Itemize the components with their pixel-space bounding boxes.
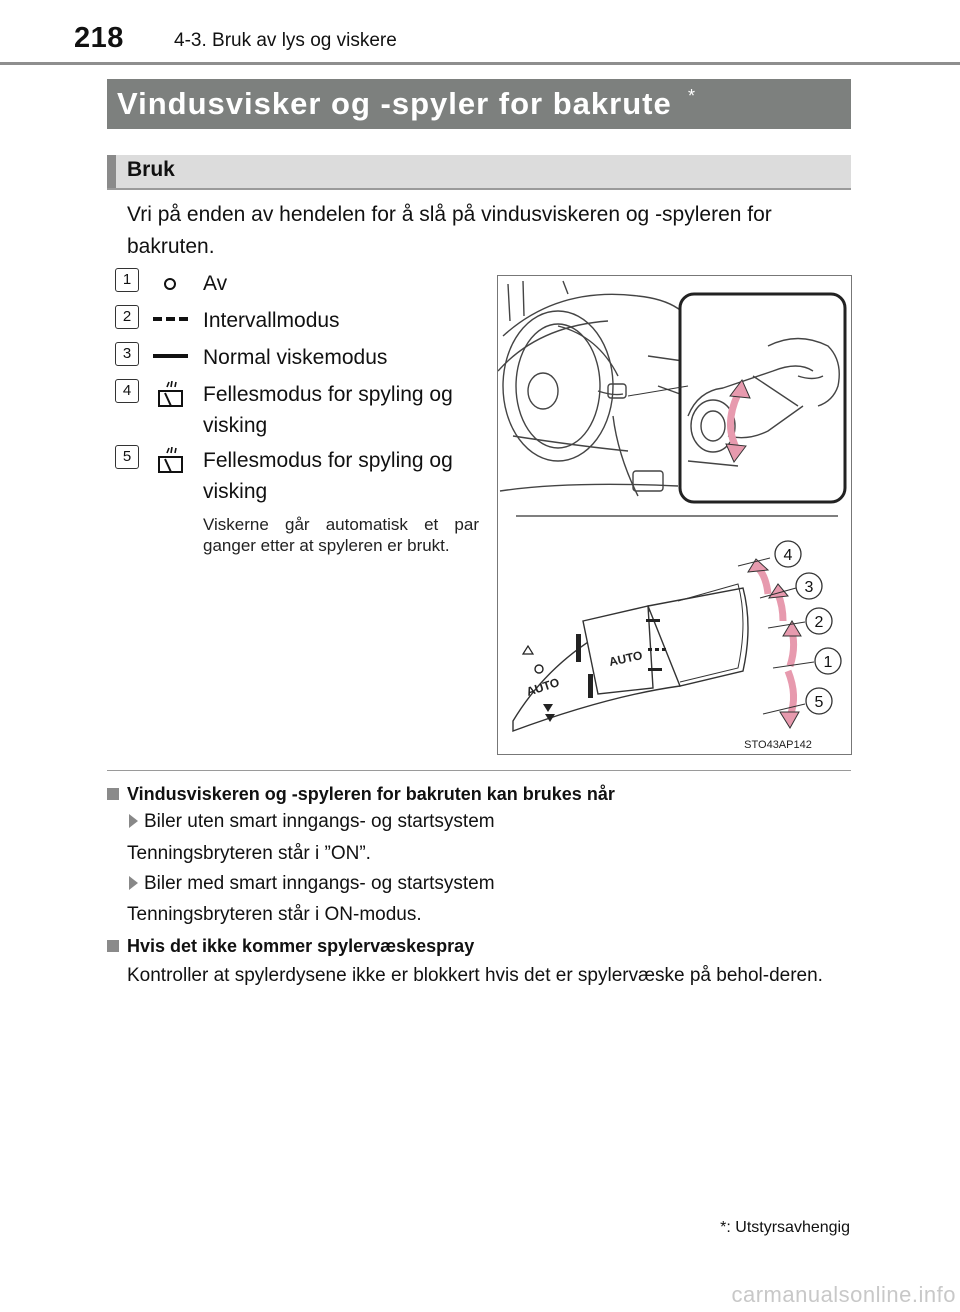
off-icon [160,275,180,293]
info-heading-2 [107,934,474,958]
section-line [107,188,851,190]
callout-2: 2 [814,614,824,631]
title-star: * [688,86,696,106]
info-bullet-2 [129,872,495,896]
footnote [720,1219,850,1237]
info-text-2: Tenningsbryteren står i ON-modus. [127,904,422,925]
item-number-3: 3 [115,342,139,366]
section-title: Bruk [127,158,175,181]
callout-5: 5 [814,694,824,711]
info-bullet-2-text: Biler med smart inngangs- og startsystem [144,873,495,894]
triangle-bullet-icon [129,814,138,828]
footnote-star: * [720,1219,727,1236]
content-divider [107,770,851,771]
info-text-1: Tenningsbryteren står i ”ON”. [127,843,371,864]
intro-text: Vri på enden av hendelen for å slå på vindusviskeren og -spyleren for bakruten. [127,203,772,258]
auto-wipe-note: Viskerne går automatisk et par ganger etter at spyleren er brukt. [203,515,479,555]
info-bullet-1-text: Biler uten smart inngangs- og startsystem [144,811,495,832]
callout-1: 1 [823,654,833,671]
item-label-4: Fellesmodus for spyling og visking [203,383,453,437]
item-number-5: 5 [115,445,139,469]
header-rule [0,62,960,65]
intermittent-icon [153,313,189,325]
rear-washer-icon [156,381,186,409]
figure-code: STO43AP142 [744,739,812,751]
item-label-3: Normal viskemodus [203,346,388,369]
info-heading-2-text: Hvis det ikke kommer spylervæskespray [127,936,475,956]
rear-washer-icon [156,447,186,475]
figure-drawing [498,276,851,754]
info-text-3: Kontroller at spylerdysene ikke er blokkert hvis det er spylervæske på behol-deren. [127,965,823,986]
watermark: carmanualsonline.info [731,1282,956,1307]
info-heading-1 [107,782,615,806]
item-number-2: 2 [115,305,139,329]
triangle-bullet-icon [129,876,138,890]
mode-arrows [748,559,801,728]
page-number: 218 [74,22,124,54]
auto-label-b: AUTO [524,675,562,699]
callout-3: 3 [804,579,814,596]
item-label-1: Av [203,272,228,295]
wiper-lever-illustration [497,275,852,755]
page-header [0,0,960,64]
section-accent [107,155,116,188]
footnote-text: : Utstyrsavhengig [726,1219,850,1236]
auto-label-a: AUTO [607,648,644,669]
item-number-1: 1 [115,268,139,292]
callout-4: 4 [783,547,793,564]
heading-square-icon [107,940,119,952]
item-label-5: Fellesmodus for spyling og visking [203,449,453,503]
item-label-2: Intervallmodus [203,309,340,332]
normal-wipe-icon [153,350,189,362]
wiper-stalk [513,584,748,731]
info-heading-1-text: Vindusviskeren og -spyleren for bakruten kan brukes når [127,784,615,804]
info-bullet-1 [129,810,495,834]
section-bar [107,155,851,188]
steering-wheel-sketch [498,281,698,496]
chapter-title: 4-3. Bruk av lys og viskere [174,30,397,51]
page-title: Vindusvisker og -spyler for bakrute [117,86,672,121]
zoom-box [680,294,845,502]
item-number-4: 4 [115,379,139,403]
heading-square-icon [107,788,119,800]
